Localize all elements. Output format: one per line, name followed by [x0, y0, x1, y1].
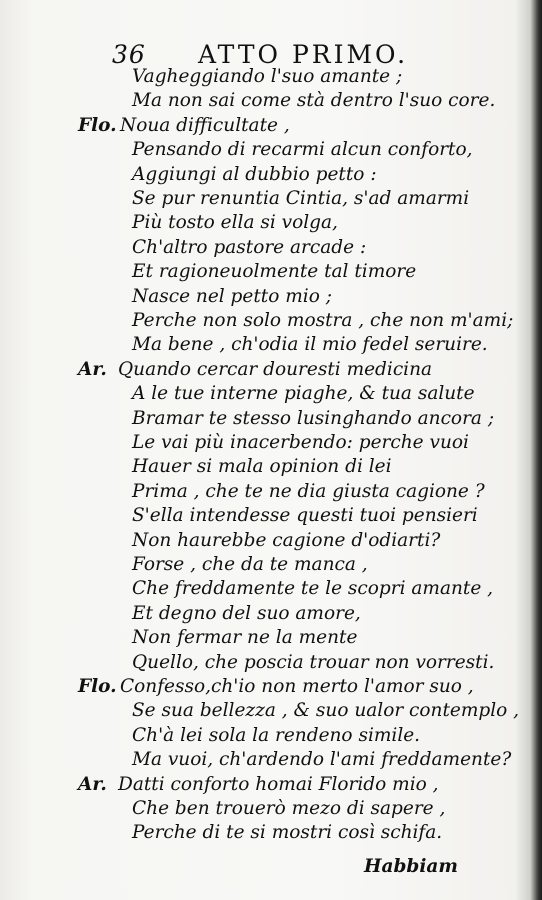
verse-line — [0, 212, 520, 234]
verse-text-line: Più tosto ella si volga, — [132, 212, 338, 234]
verse-line — [0, 456, 520, 478]
running-head: ATTO PRIMO. — [198, 40, 409, 69]
verse-line — [0, 359, 520, 381]
verse-text-line: Perche non solo mostra , che non m'ami; — [132, 310, 514, 331]
page-number: 36 — [112, 40, 146, 69]
verse-text-line: Vagheggiando l'suo amante ; — [132, 66, 403, 87]
verse-text-line: Hauer si mala opinion di lei — [132, 456, 392, 478]
speaker-label: Ar. — [78, 773, 107, 795]
verse-line — [0, 261, 520, 283]
verse-text-line: Ma bene , ch'odia il mio fedel seruire. — [132, 334, 488, 356]
verse-line — [0, 164, 520, 186]
verse-line — [0, 481, 520, 503]
verse-line — [0, 749, 520, 771]
verse-line — [0, 383, 520, 405]
verse-line — [0, 822, 520, 844]
verse-line — [0, 188, 520, 210]
verse-text-line: Che ben trouerò mezo di sapere , — [132, 798, 446, 819]
verse-line — [0, 774, 520, 796]
verse-text-line: Ma vuoi, ch'ardendo l'ami freddamente? — [132, 749, 512, 771]
verse-text-line: Confesso,ch'io non merto l'amor suo , — [120, 676, 474, 697]
verse-line — [0, 530, 520, 552]
verse-text-line: Ma non sai come stà dentro l'suo core. — [132, 90, 496, 112]
verse-text-line: Ch'altro pastore arcade : — [132, 236, 367, 258]
verse-text-line: Ch'à lei sola la rendeno simile. — [132, 724, 421, 746]
verse-text-line: Et ragioneuolmente tal timore — [132, 261, 417, 283]
verse-line — [0, 700, 520, 722]
verse-line — [0, 603, 520, 625]
verse-line — [0, 798, 520, 820]
verse-text-line: Non haurebbe cagione d'odiarti? — [132, 529, 441, 551]
verse-line — [0, 554, 520, 576]
verse-text-line: Nasce nel petto mio ; — [132, 285, 332, 307]
verse-text-line: Et degno del suo amore, — [132, 602, 361, 624]
verse-line — [0, 676, 520, 698]
verse-line — [0, 115, 520, 137]
catchword: Habbiam — [364, 856, 458, 877]
verse-text-line: Quello, che poscia trouar non vorresti. — [132, 651, 495, 673]
verse-line — [0, 408, 520, 430]
verse-text-line: Pensando di recarmi alcun conforto, — [132, 139, 473, 161]
verse-line — [0, 90, 520, 112]
verse-text-line: Perche di te si mostri così schifa. — [132, 822, 443, 844]
verse-line — [0, 432, 520, 454]
verse-text-line: Se sua bellezza , & suo ualor contemplo , — [132, 700, 520, 722]
verse-text-line: Prima , che te ne dia giusta cagione ? — [132, 480, 485, 502]
speaker-label: Ar. — [78, 358, 107, 380]
verse-line — [0, 66, 520, 88]
speaker-label: Flo. — [78, 114, 117, 136]
verse-text-line: Se pur renuntia Cintia, s'ad amarmi — [132, 188, 470, 209]
verse-text-line: Datti conforto homai Florido mio , — [118, 773, 439, 795]
verse-text-line: Che freddamente te le scopri amante , — [132, 578, 494, 600]
verse-line — [0, 286, 520, 308]
verse-text-line: Le vai più inacerbendo: perche vuoi — [132, 432, 469, 453]
verse-text-line: Noua difficultate , — [120, 114, 290, 136]
verse-line — [0, 578, 520, 600]
speaker-label: Flo. — [78, 676, 117, 697]
verse-line — [0, 652, 520, 674]
verse-line — [0, 139, 520, 161]
verse-text-line: Forse , che da te manca , — [132, 554, 368, 575]
verse-line — [0, 505, 520, 527]
verse-line — [0, 334, 520, 356]
verse-text-line: Quando cercar douresti medicina — [118, 358, 433, 380]
verse-line — [0, 725, 520, 747]
verse-text-line: A le tue interne piaghe, & tua salute — [132, 383, 475, 405]
verse-text-line: Bramar te stesso lusinghando ancora ; — [132, 407, 495, 429]
verse-text-line: Aggiungi al dubbio petto : — [132, 163, 377, 185]
verse-text-line: S'ella intendesse questi tuoi pensieri — [132, 505, 478, 527]
verse-text-line: Non fermar ne la mente — [132, 627, 358, 649]
verse-line — [0, 627, 520, 649]
verse-line — [0, 237, 520, 259]
verse-line — [0, 310, 520, 332]
